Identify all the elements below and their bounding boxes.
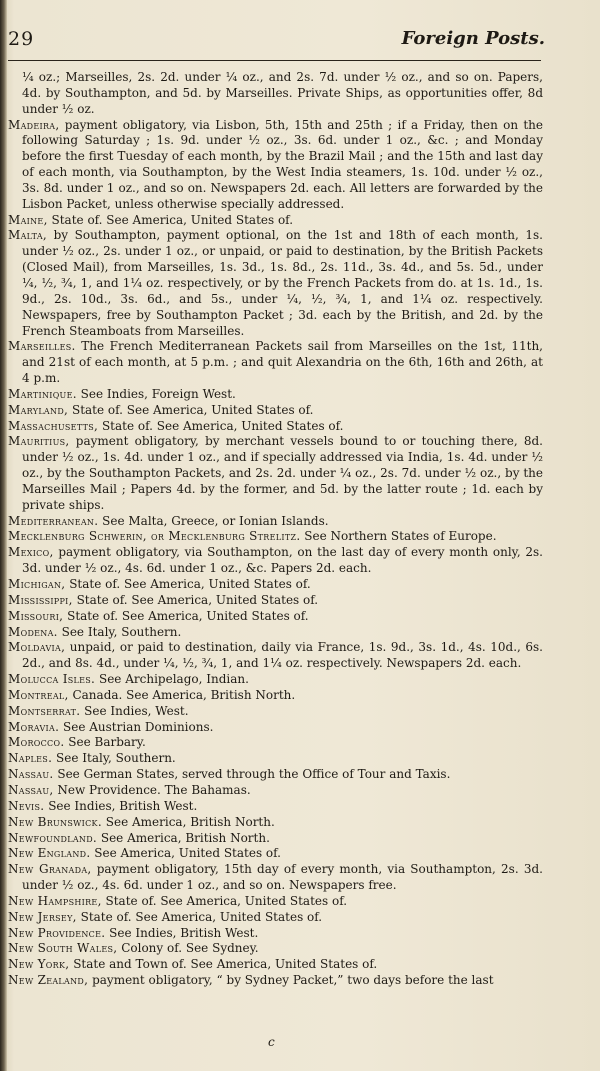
entry (8, 688, 543, 704)
entry-text: Colony of. See Sydney. (117, 941, 259, 956)
entry (8, 862, 543, 894)
entry (8, 403, 543, 419)
entry (8, 339, 543, 387)
entry-headword: Moravia. (8, 719, 60, 734)
entry (8, 529, 543, 545)
page-binding-edge (0, 0, 7, 1071)
entry-text: State of. See America, United States of. (72, 592, 319, 607)
running-head: Foreign Posts. (401, 28, 545, 49)
entry-headword: Mediterranean. (8, 513, 99, 528)
header-rule (8, 60, 541, 61)
entry-headword: Michigan, (8, 577, 66, 591)
entry-text: payment obligatory, 15th day of every month, via Southampton, 2s. 3d. under ½ oz., 4s. 6d. under 1 oz., and so on. Newspapers free. (22, 862, 543, 893)
entry (8, 609, 543, 625)
entry-text: See America, British North. (101, 814, 275, 829)
entry-text: by Southampton, payment optional, on the 1st and 18th of each month, 1s. under ½ oz., 2s. under 1 oz., or unpaid, or paid to destination, by the British Packets (Closed Mail), from Marseilles, 1s. 3d., 1s. 8d., 2s. 11d., 3s. 4d., and 5s. 5d., under ¼, ½, ¾, 1, and 1¼ oz. respectively, or by the French Packets from do. at 1s. 1d., 1s. 9d., 2s. 10d., 3s. 6d., and 5s., under ¼, ½, ¾, 1, and 1¼ oz. respectively. Newspapers, free by Southampton Packet ; 3d. each by the British, and 2d. by the French Steamboats from Marseilles. (22, 228, 543, 338)
entry-text: See Indies, Foreign West. (76, 386, 236, 401)
entry-headword: Montserrat. (8, 703, 81, 718)
entry-headword: Maine, (8, 212, 48, 227)
entry (8, 926, 543, 942)
entry-text: State of. See America, United States of. (101, 893, 348, 908)
entry-text: See German States, served through the Office of Tour and Taxis. (53, 767, 451, 782)
entry-headword: Naples. (8, 751, 53, 766)
entry (8, 434, 543, 513)
entry-text: See Malta, Greece, or Ionian Islands. (98, 513, 329, 528)
entry-headword: New Granada, (8, 862, 92, 877)
entry (8, 118, 543, 213)
entry-headword: Marseilles. (8, 339, 76, 354)
entry (8, 419, 543, 435)
entry (8, 387, 543, 403)
entry (8, 640, 543, 672)
entry-text: State of. See America, United States of. (47, 212, 294, 227)
entry-text: State of. See America, United States of. (63, 608, 309, 623)
entry-headword: Mississippi, (8, 592, 73, 607)
entry (8, 973, 543, 989)
entry-headword: Newfoundland. (8, 830, 98, 845)
entry-headword: Malta, (8, 228, 48, 243)
gazetteer-entries (8, 70, 543, 989)
entry-headword: Mexico, (8, 545, 54, 560)
entry-headword: New Hampshire, (8, 893, 102, 908)
entry-text: See Austrian Dominions. (59, 719, 214, 734)
entry (8, 910, 543, 926)
entry (8, 831, 543, 847)
entry (8, 625, 543, 641)
entry (8, 593, 543, 609)
entry-headword: Massachusetts, (8, 418, 99, 433)
entry-text: Canada. See America, British North. (68, 687, 296, 702)
entry-headword: New Providence. (8, 925, 106, 940)
entry-text: New Providence. The Bahamas. (53, 782, 251, 797)
entry-text: See Indies, British West. (105, 925, 259, 940)
printer-signature: c (268, 1035, 275, 1049)
entry-text: The French Mediterranean Packets sail from Marseilles on the 1st, 11th, and 21st of each month, at 5 p.m. ; and quit Alexandria on the 6th, 16th and 26th, at 4 p.m. (22, 339, 543, 386)
entry-headword: Nassau. (8, 767, 54, 782)
entry-headword: Missouri, (8, 608, 64, 623)
entry (8, 815, 543, 831)
entry (8, 783, 543, 799)
entry-headword: Montreal, (8, 687, 69, 702)
continued-entry: ¼ oz.; Marseilles, 2s. 2d. under ¼ oz., and 2s. 7d. under ½ oz., and so on. Papers, 4d. by Southampton, and 5d. by Marseilles. Private Ships, as opportunities offer, 8d under ½ oz. (22, 70, 543, 116)
entry-headword: New Brunswick. (8, 814, 102, 829)
entry-text: payment obligatory, via Lisbon, 5th, 15th and 25th ; if a Friday, then on the following Saturday ; 1s. 9d. under ½ oz., 3s. 6d. under 1 oz., &c. ; and Monday before the first Tuesday of each month, by the Brazil Mail ; and the 15th and last day of each month, via Southampton, by the West India steamers, 1s. 10d. under ½ oz., 3s. 8d. under 1 oz., and so on. Newspapers 2d. each. All letters are forwarded by the Lisbon Packet, unless otherwise specially addressed. (22, 117, 543, 211)
entry-headword: Molucca Isles. (8, 672, 96, 687)
entry-text: payment obligatory, by merchant vessels bound to or touching there, 8d. under ½ oz., 1s. 4d. under 1 oz., and if specially addressed via India, 1s. 4d. under ½ oz., by the Southampton Packets, and 2s. 2d. under ¼ oz., 2s. 7d. under ½ oz., by the Marseilles Mail ; Papers 4d. by the former, and 5d. by the latter route ; 1d. each by private ships. (22, 434, 543, 512)
entry-text: See Barbary. (64, 735, 146, 750)
entry-text: State of. See America, United States of. (98, 418, 344, 433)
entry (8, 577, 543, 593)
entry-headword: Nevis. (8, 798, 45, 813)
entry-headword: New South Wales, (8, 941, 118, 956)
entry-text: unpaid, or paid to destination, daily via France, 1s. 9d., 3s. 1d., 4s. 10d., 6s. 2d., and 8s. 4d., under ¼, ½, ¾, 1, and 1¼ oz. respectively. Newspapers 2d. each. (22, 640, 543, 671)
entry (8, 672, 543, 688)
entry (8, 704, 543, 720)
entry-headword: New England. (8, 846, 91, 861)
entry (8, 894, 543, 910)
entry-headword: Mauritius, (8, 434, 70, 449)
entry-text: See Italy, Southern. (52, 751, 176, 766)
entry-headword: Martinique. (8, 386, 77, 401)
entry-text: State and Town of. See America, United States of. (69, 957, 378, 972)
entry (8, 514, 543, 530)
entry-text: State of. See America, United States of. (68, 402, 314, 417)
entry-headword: Morocco. (8, 735, 65, 750)
entry (8, 846, 543, 862)
entry-text: State of. See America, United States of. (76, 909, 323, 924)
entry-text: See Indies, West. (80, 703, 189, 718)
entry (8, 957, 543, 973)
entry-text: payment obligatory, via Southampton, on the last day of every month only, 2s. 3d. under ½ oz., 4s. 6d. under 1 oz., &c. Papers 2d. each. (22, 545, 543, 576)
entry (8, 799, 543, 815)
entry (8, 228, 543, 339)
entry-headword: Nassau, (8, 782, 54, 797)
entry-text: See America, British North. (97, 830, 270, 845)
entry (8, 735, 543, 751)
entry-text: See Italy, Southern. (57, 624, 182, 639)
entry-headword: New York, (8, 957, 70, 972)
entry (8, 751, 543, 767)
entry-headword: Mecklenburg Schwerin, or Mecklenburg Strelitz. (8, 529, 301, 544)
entry (8, 720, 543, 736)
entry-headword: New Jersey, (8, 909, 77, 924)
entry (8, 213, 543, 229)
page-header (8, 26, 545, 56)
entry-text: See Northern States of Europe. (300, 529, 497, 544)
entry-text: payment obligatory, “ by Sydney Packet,” two days before the last (88, 973, 494, 988)
entry-headword: Modena. (8, 624, 58, 639)
entry-headword: Madeira, (8, 117, 60, 132)
entry-text: See America, United States of. (90, 846, 281, 861)
entry-headword: New Zealand, (8, 973, 89, 988)
entry-text: See Archipelago, Indian. (95, 672, 249, 687)
entry (8, 545, 543, 577)
page-number: 29 (8, 28, 35, 50)
entry-text: See Indies, British West. (44, 798, 198, 813)
entry (8, 941, 543, 957)
entry-text: State of. See America, United States of. (65, 577, 311, 591)
entry (8, 767, 543, 783)
entry-headword: Maryland, (8, 402, 69, 417)
entry-headword: Moldavia, (8, 640, 66, 655)
